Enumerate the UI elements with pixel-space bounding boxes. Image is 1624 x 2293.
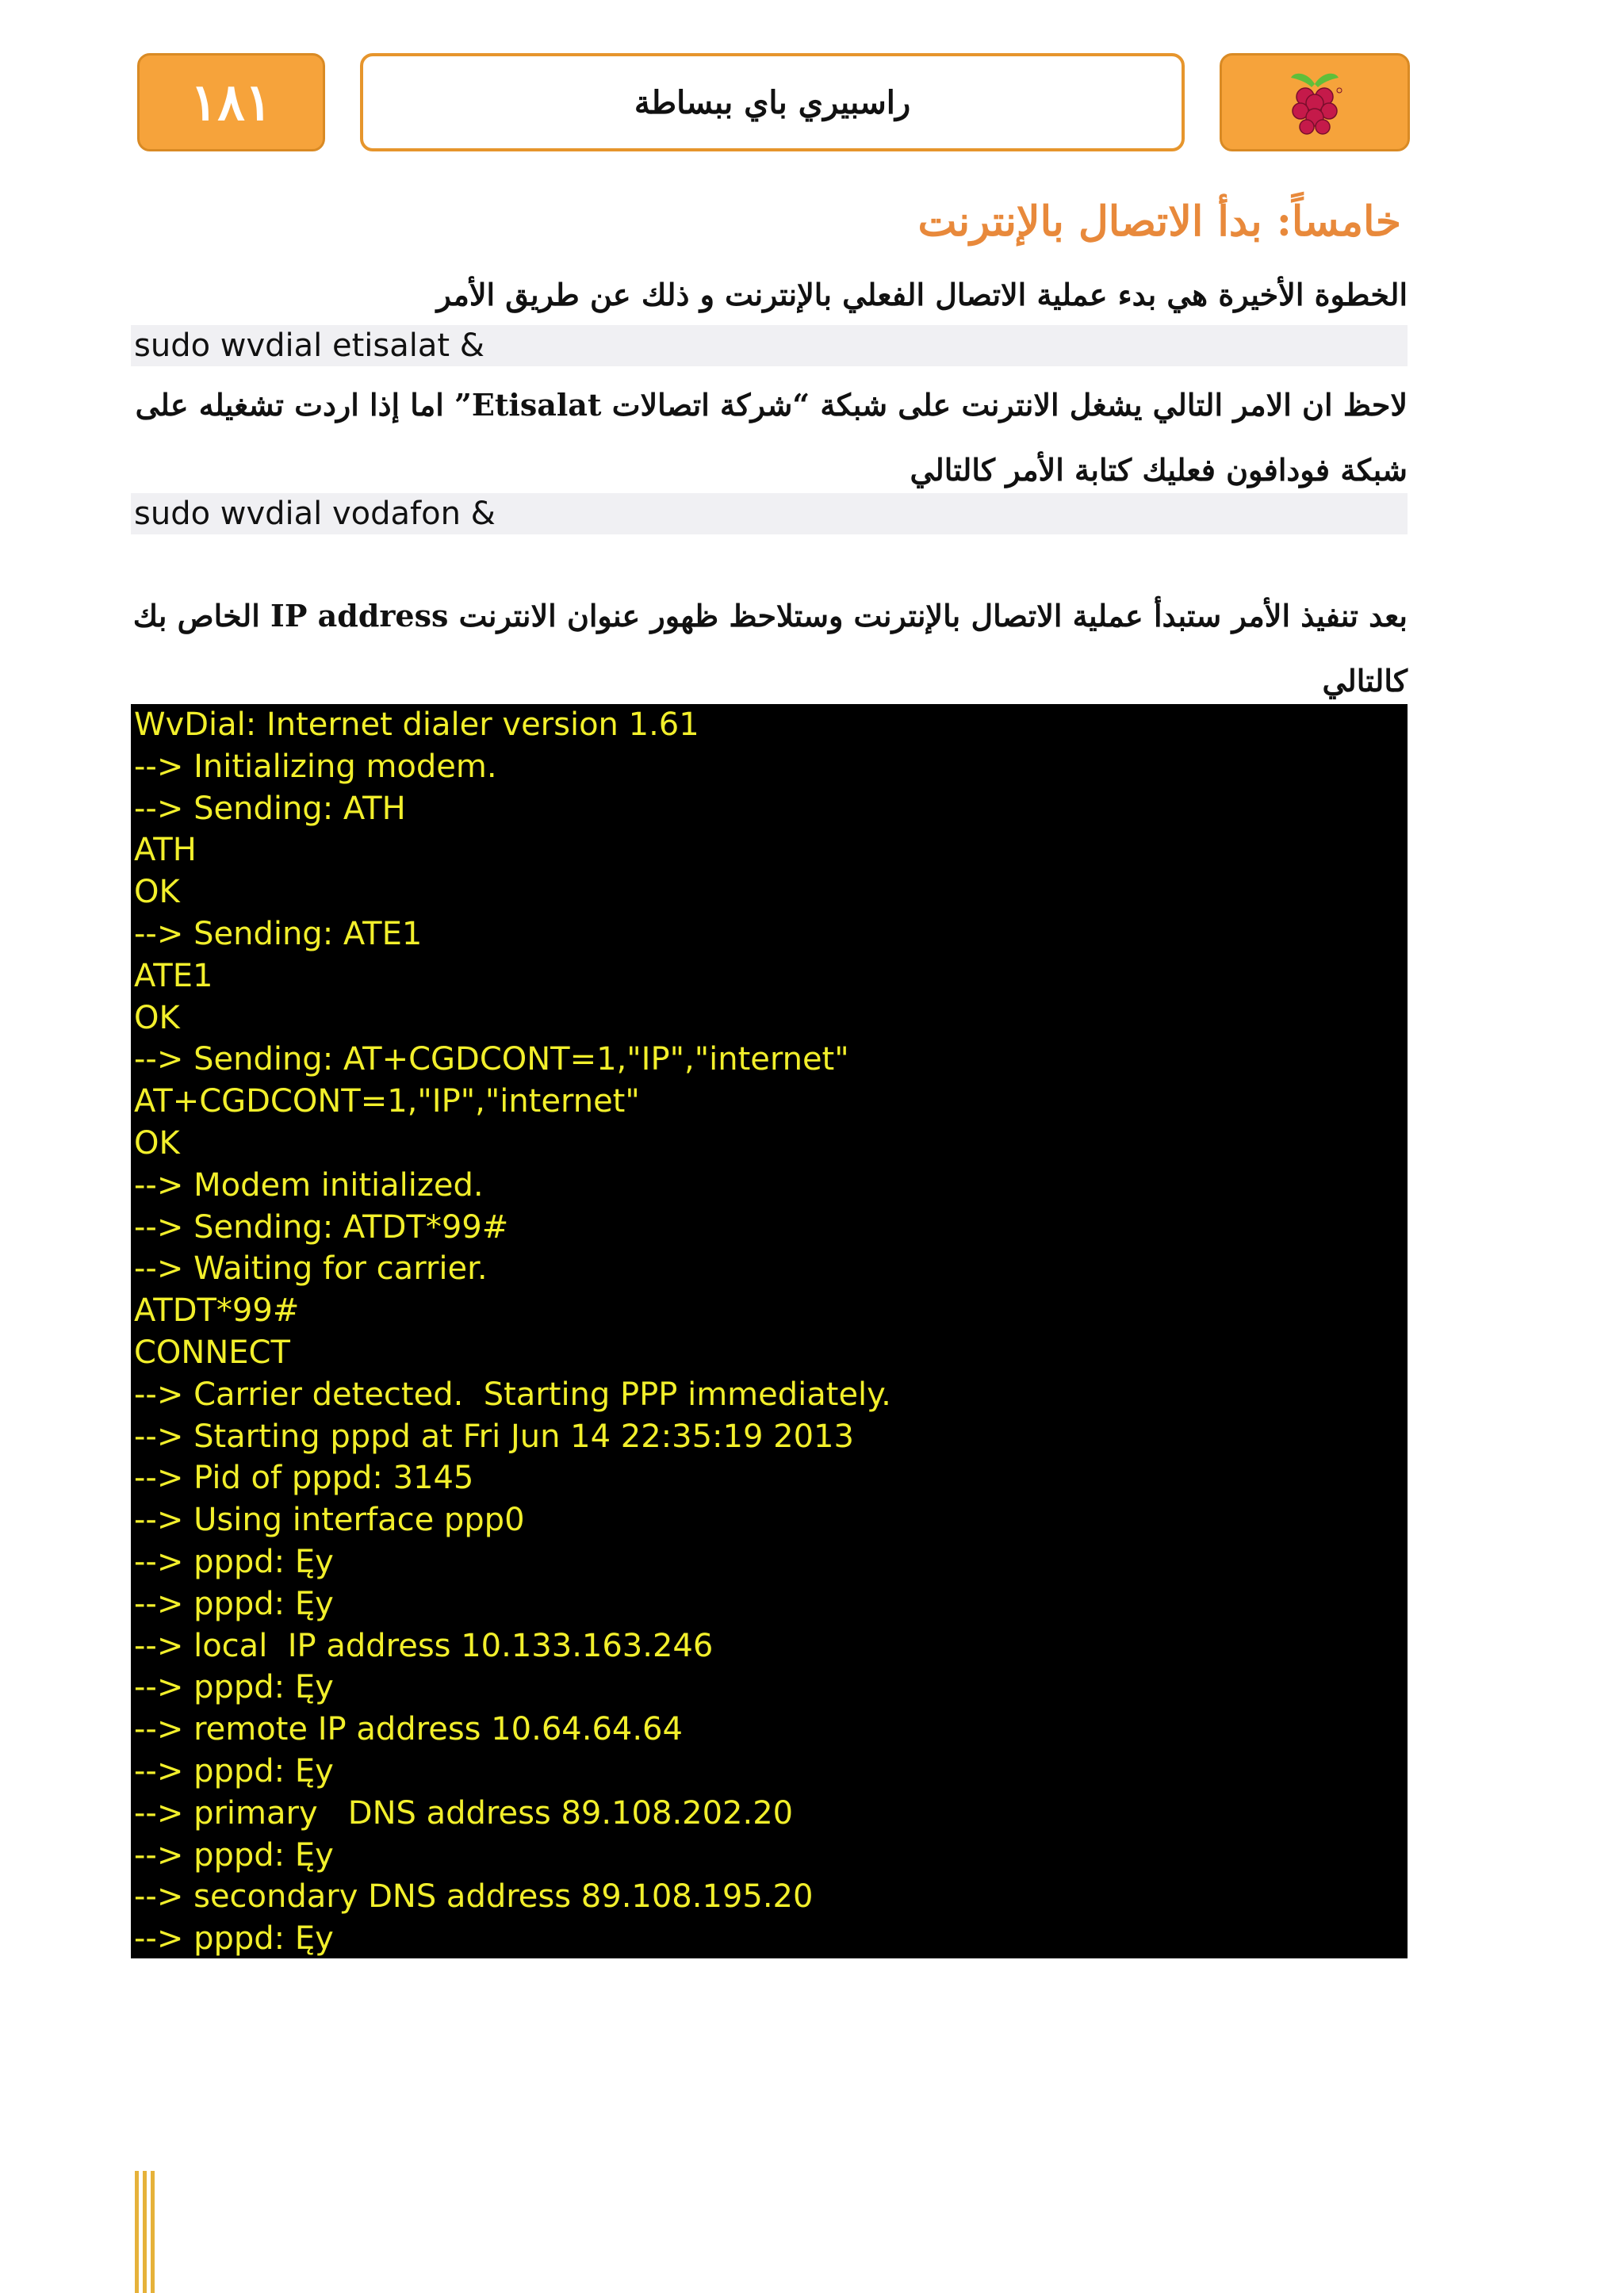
terminal-line: --> pppd: Ęy	[134, 1543, 334, 1580]
terminal-line: OK	[134, 999, 180, 1036]
terminal-line: ATH	[134, 832, 197, 869]
decorative-bars	[135, 2171, 163, 2293]
logo-box	[1220, 53, 1410, 151]
terminal-line: --> secondary DNS address 89.108.195.20	[134, 1878, 814, 1916]
terminal-line: CONNECT	[134, 1334, 290, 1371]
terminal-line: --> pppd: Ęy	[134, 1836, 334, 1874]
terminal-line: --> local IP address 10.133.163.246	[134, 1627, 714, 1664]
terminal-line: OK	[134, 874, 180, 911]
paragraph-intro: الخطوة الأخيرة هي بدء عملية الاتصال الفعلي بالإنترنت و ذلك عن طريق الأمر	[436, 277, 1408, 312]
terminal-line: --> Sending: AT+CGDCONT=1,"IP","internet"	[134, 1041, 849, 1078]
terminal-line: --> Sending: ATDT*99#	[134, 1208, 509, 1246]
terminal-line: --> pppd: Ęy	[134, 1585, 334, 1622]
terminal-output	[131, 704, 1408, 1958]
terminal-line: WvDial: Internet dialer version 1.61	[134, 706, 699, 743]
page-number: ١٨١	[137, 53, 325, 151]
book-title: راسبيري باي ببساطة	[360, 53, 1185, 151]
terminal-line: --> Initializing modem.	[134, 748, 497, 785]
terminal-line: --> Sending: ATH	[134, 790, 406, 827]
terminal-line: --> Using interface ppp0	[134, 1502, 525, 1539]
terminal-line: OK	[134, 1124, 180, 1162]
paragraph-ip-note: بعد تنفيذ الأمر ستبدأ عملية الاتصال بالإنترنت وستلاحظ ظهور عنوان الانترنت IP address الخاص بك كالتالي	[132, 598, 1408, 699]
terminal-line: --> remote IP address 10.64.64.64	[134, 1711, 683, 1748]
terminal-line: --> pppd: Ęy	[134, 1752, 334, 1790]
terminal-line: --> Waiting for carrier.	[134, 1250, 488, 1288]
terminal-line: ATDT*99#	[134, 1292, 300, 1330]
terminal-line: --> Pid of pppd: 3145	[134, 1460, 474, 1497]
terminal-line: ATE1	[134, 957, 213, 994]
terminal-line: --> Carrier detected. Starting PPP immediately.	[134, 1376, 891, 1413]
section-heading: خامساً: بدأ الاتصال بالإنترنت	[917, 197, 1401, 246]
terminal-line: --> pppd: Ęy	[134, 1920, 334, 1958]
terminal-line: --> primary DNS address 89.108.202.20	[134, 1794, 794, 1832]
terminal-line: AT+CGDCONT=1,"IP","internet"	[134, 1083, 640, 1120]
command-etisalat: sudo wvdial etisalat &	[131, 325, 1408, 366]
paragraph-network-note: لاحظ ان الامر التالي يشغل الانترنت على شبكة “شركة اتصالات Etisalat” اما إذا اردت تشغيله على شبكة فودافون فعليك كتابة الأمر كالتالي	[135, 387, 1408, 488]
terminal-line: --> Starting pppd at Fri Jun 14 22:35:19 2013	[134, 1418, 854, 1455]
terminal-line: --> pppd: Ęy	[134, 1669, 334, 1706]
terminal-line: --> Sending: ATE1	[134, 915, 423, 952]
terminal-line: --> Modem initialized.	[134, 1166, 484, 1204]
raspberry-pi-logo-icon	[1283, 67, 1346, 138]
command-vodafone: sudo wvdial vodafon &	[131, 493, 1408, 534]
